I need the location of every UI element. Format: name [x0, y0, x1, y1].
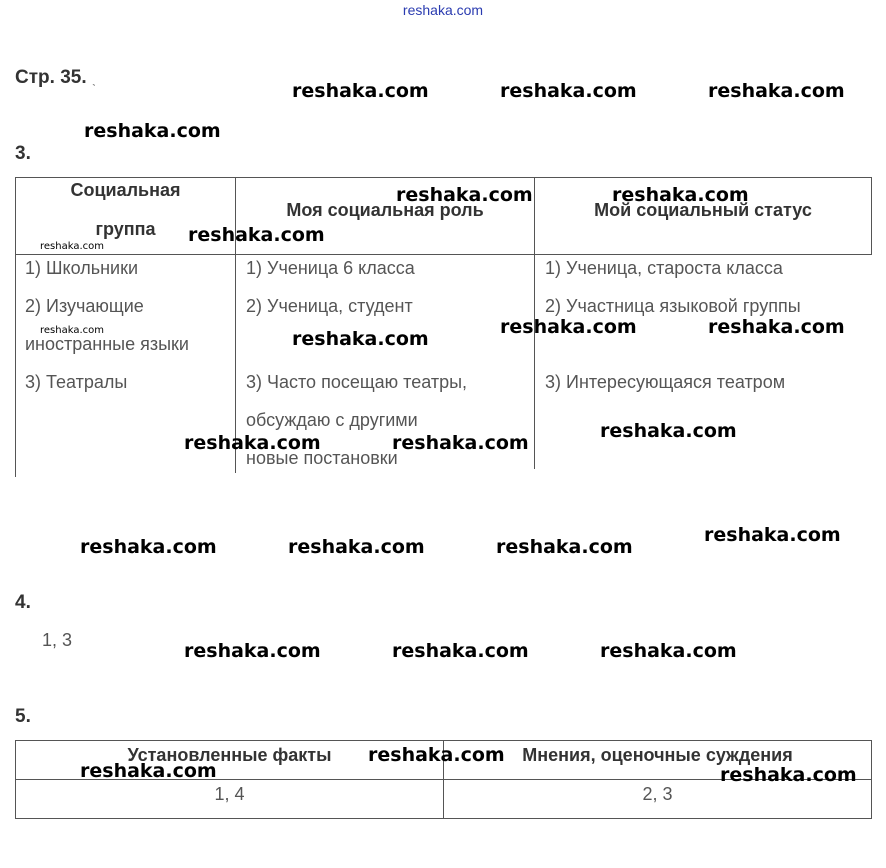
watermark: reshaka.com	[80, 760, 217, 782]
watermark-small: reshaka.com	[40, 241, 104, 252]
task-4-answer: 1, 3	[42, 630, 73, 650]
table3-top-border	[15, 177, 872, 178]
watermark: reshaka.com	[708, 316, 845, 338]
watermark: reshaka.com	[720, 764, 857, 786]
table3-header-divider	[15, 254, 872, 255]
table5-right-border	[871, 740, 872, 819]
watermark: reshaka.com	[292, 80, 429, 102]
table3-col-divider-1	[235, 177, 236, 473]
watermark: reshaka.com	[184, 432, 321, 454]
watermark: reshaka.com	[368, 744, 505, 766]
table3-cell: новые постановки	[246, 448, 398, 468]
watermark: reshaka.com	[392, 640, 529, 662]
page-heading	[15, 67, 97, 89]
site-label[interactable]: reshaka.com	[402, 2, 484, 18]
task-3-number: 3.	[15, 143, 31, 164]
page-heading-mark: ˎ	[91, 70, 97, 86]
watermark: reshaka.com	[704, 524, 841, 546]
table3-header-status: Мой социальный статус	[594, 200, 812, 220]
table5-header-facts: Установленные факты	[127, 745, 332, 765]
watermark: reshaka.com	[188, 224, 325, 246]
watermark: reshaka.com	[396, 184, 533, 206]
watermark: reshaka.com	[600, 420, 737, 442]
table3-header-role: Моя социальная роль	[286, 200, 484, 220]
table3-cell: 1) Ученица, староста класса	[545, 258, 783, 278]
table3-cell: 1) Ученица 6 класса	[246, 258, 415, 278]
task-5-number: 5.	[15, 706, 31, 727]
table3-header-group-line2: группа	[95, 219, 156, 239]
watermark: reshaka.com	[500, 316, 637, 338]
watermark: reshaka.com	[392, 432, 529, 454]
watermark: reshaka.com	[708, 80, 845, 102]
table3-cell: 3) Часто посещаю театры,	[246, 372, 468, 392]
task-4-number: 4.	[15, 592, 31, 613]
table3-cell: 3) Театралы	[25, 372, 128, 392]
table3-cell: 2) Изучающие	[25, 296, 144, 316]
page-heading-text: Стр. 35.	[15, 67, 87, 88]
table3-cell: обсуждаю с другими	[246, 410, 418, 430]
table5-header-opinions: Мнения, оценочные суждения	[522, 745, 793, 765]
table5-cell-facts: 1, 4	[214, 784, 245, 804]
watermark: reshaka.com	[288, 536, 425, 558]
watermark: reshaka.com	[500, 80, 637, 102]
table3-header-group-line1: Социальная	[70, 180, 181, 200]
table3-cell: 2) Участница языковой группы	[545, 296, 801, 316]
watermark: reshaka.com	[600, 640, 737, 662]
table3-right-border	[871, 177, 872, 255]
table5-cell-opinions: 2, 3	[642, 784, 673, 804]
watermark: reshaka.com	[612, 184, 749, 206]
watermark: reshaka.com	[84, 120, 221, 142]
table3-cell: 1) Школьники	[25, 258, 139, 278]
watermark-small: reshaka.com	[40, 325, 104, 336]
watermark: reshaka.com	[80, 536, 217, 558]
watermark: reshaka.com	[184, 640, 321, 662]
table3-cell: 2) Ученица, студент	[246, 296, 413, 316]
table3-cell: 3) Интересующаяся театром	[545, 372, 786, 392]
watermark: reshaka.com	[496, 536, 633, 558]
watermark: reshaka.com	[292, 328, 429, 350]
table3-cell: иностранные языки	[25, 334, 189, 354]
